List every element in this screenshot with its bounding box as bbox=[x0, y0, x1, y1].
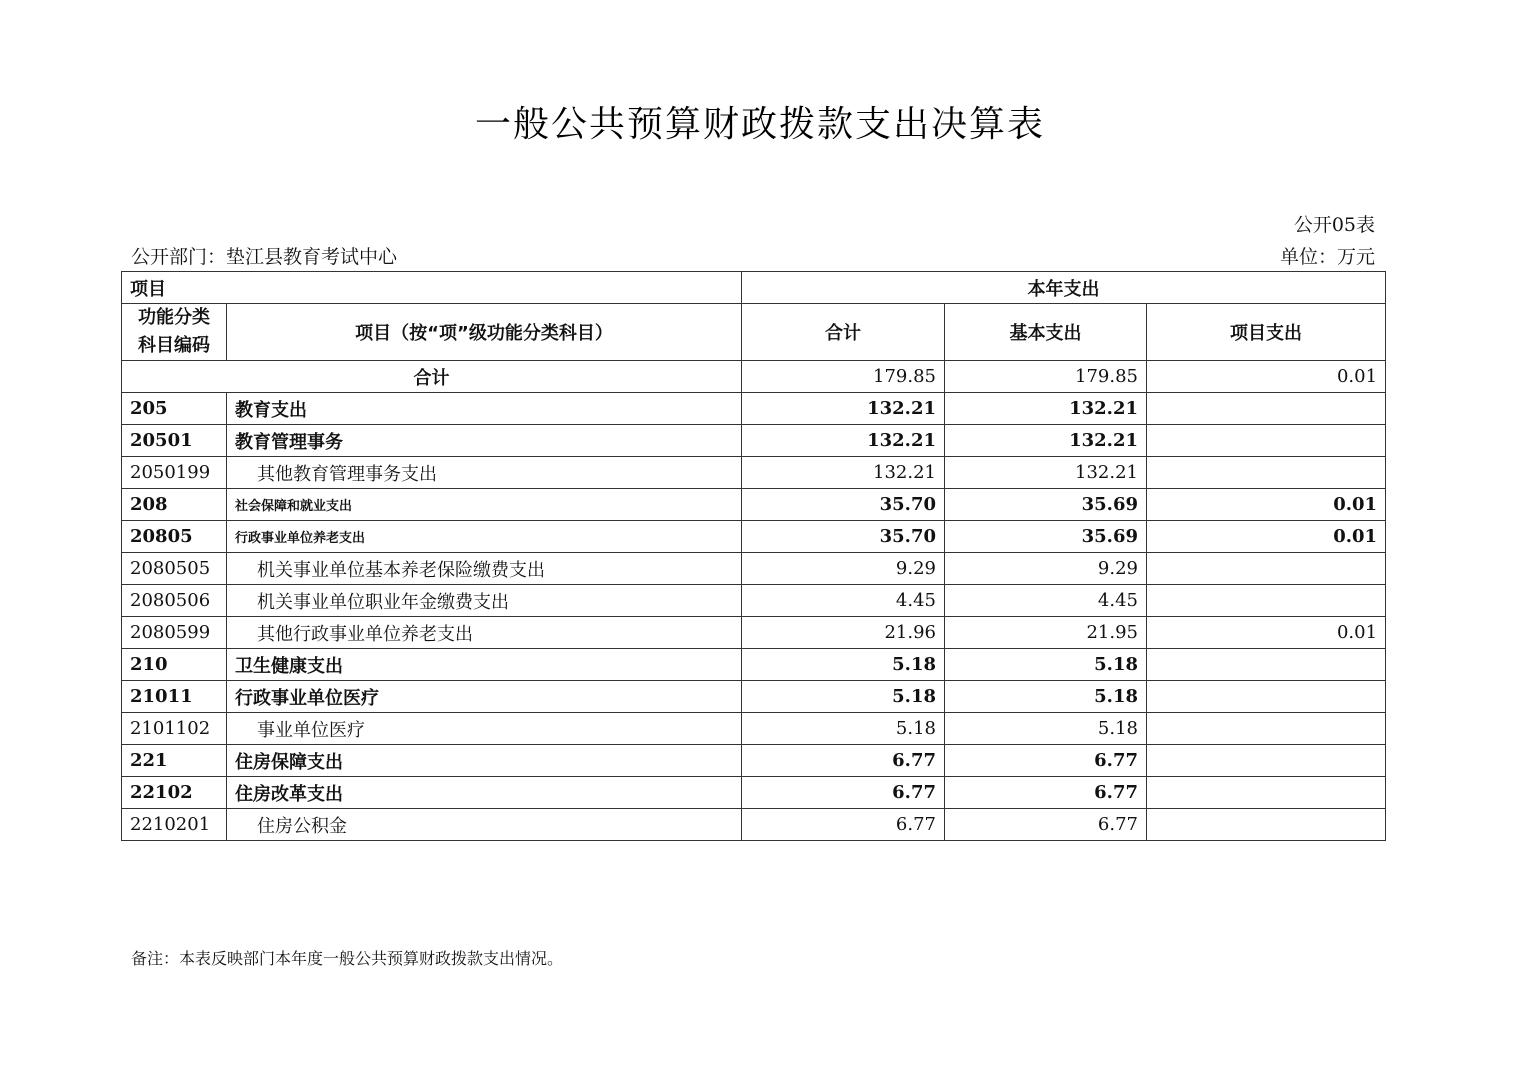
total-label: 合计 bbox=[122, 361, 742, 393]
row-basic: 21.95 bbox=[945, 617, 1147, 649]
table-row bbox=[122, 553, 1386, 585]
table-row bbox=[122, 457, 1386, 489]
row-total: 132.21 bbox=[742, 425, 945, 457]
row-project: 0.01 bbox=[1147, 521, 1386, 553]
row-total: 35.70 bbox=[742, 489, 945, 521]
row-code: 2101102 bbox=[122, 713, 227, 745]
row-code: 221 bbox=[122, 745, 227, 777]
row-name: 教育支出 bbox=[227, 393, 742, 425]
row-code: 210 bbox=[122, 649, 227, 681]
row-project bbox=[1147, 745, 1386, 777]
header-this-year: 本年支出 bbox=[742, 272, 1386, 304]
table-row bbox=[122, 489, 1386, 521]
header-project: 项目 bbox=[122, 272, 742, 304]
row-project bbox=[1147, 713, 1386, 745]
row-name: 行政事业单位养老支出 bbox=[227, 521, 742, 553]
row-project bbox=[1147, 553, 1386, 585]
row-code: 2050199 bbox=[122, 457, 227, 489]
row-basic: 6.77 bbox=[945, 777, 1147, 809]
row-basic: 132.21 bbox=[945, 425, 1147, 457]
header-basic: 基本支出 bbox=[945, 304, 1147, 361]
row-name: 行政事业单位医疗 bbox=[227, 681, 742, 713]
header-name: 项目（按“项”级功能分类科目） bbox=[227, 304, 742, 361]
row-code: 2210201 bbox=[122, 809, 227, 841]
row-total: 4.45 bbox=[742, 585, 945, 617]
row-code: 2080506 bbox=[122, 585, 227, 617]
row-basic: 5.18 bbox=[945, 681, 1147, 713]
table-row bbox=[122, 585, 1386, 617]
page-title: 一般公共预算财政拨款支出决算表 bbox=[474, 104, 1045, 145]
row-basic: 4.45 bbox=[945, 585, 1147, 617]
table-row bbox=[122, 617, 1386, 649]
table-row bbox=[122, 713, 1386, 745]
table-row bbox=[122, 393, 1386, 425]
header-total: 合计 bbox=[742, 304, 945, 361]
row-code: 22102 bbox=[122, 777, 227, 809]
row-total: 5.18 bbox=[742, 681, 945, 713]
row-total: 5.18 bbox=[742, 649, 945, 681]
table-row bbox=[122, 649, 1386, 681]
row-basic: 35.69 bbox=[945, 521, 1147, 553]
header-row-2 bbox=[122, 304, 1386, 361]
header-project-expense: 项目支出 bbox=[1147, 304, 1386, 361]
total-row bbox=[122, 361, 1386, 393]
row-basic: 6.77 bbox=[945, 745, 1147, 777]
row-name: 教育管理事务 bbox=[227, 425, 742, 457]
total-sum: 179.85 bbox=[742, 361, 945, 393]
row-project bbox=[1147, 649, 1386, 681]
row-code: 208 bbox=[122, 489, 227, 521]
row-name: 住房改革支出 bbox=[227, 777, 742, 809]
row-project: 0.01 bbox=[1147, 617, 1386, 649]
table-number: 公开05表 bbox=[1293, 214, 1375, 236]
row-name: 机关事业单位基本养老保险缴费支出 bbox=[227, 553, 742, 585]
row-project bbox=[1147, 777, 1386, 809]
row-basic: 132.21 bbox=[945, 393, 1147, 425]
table-row bbox=[122, 681, 1386, 713]
row-project bbox=[1147, 809, 1386, 841]
row-basic: 35.69 bbox=[945, 489, 1147, 521]
row-project bbox=[1147, 393, 1386, 425]
row-project bbox=[1147, 457, 1386, 489]
row-total: 35.70 bbox=[742, 521, 945, 553]
row-name: 机关事业单位职业年金缴费支出 bbox=[227, 585, 742, 617]
total-basic: 179.85 bbox=[945, 361, 1147, 393]
row-basic: 9.29 bbox=[945, 553, 1147, 585]
row-basic: 5.18 bbox=[945, 649, 1147, 681]
expenditure-table bbox=[121, 271, 1386, 841]
header-row-1 bbox=[122, 272, 1386, 304]
row-name: 其他行政事业单位养老支出 bbox=[227, 617, 742, 649]
row-total: 132.21 bbox=[742, 393, 945, 425]
header-code: 功能分类科目编码 bbox=[122, 304, 227, 361]
department-label: 公开部门：垫江县教育考试中心 bbox=[131, 246, 398, 268]
row-basic: 5.18 bbox=[945, 713, 1147, 745]
table-row bbox=[122, 809, 1386, 841]
row-code: 21011 bbox=[122, 681, 227, 713]
table-row bbox=[122, 521, 1386, 553]
row-total: 5.18 bbox=[742, 713, 945, 745]
table-row bbox=[122, 745, 1386, 777]
row-code: 20501 bbox=[122, 425, 227, 457]
row-code: 20805 bbox=[122, 521, 227, 553]
row-total: 9.29 bbox=[742, 553, 945, 585]
row-total: 6.77 bbox=[742, 777, 945, 809]
row-project bbox=[1147, 681, 1386, 713]
row-name: 卫生健康支出 bbox=[227, 649, 742, 681]
table-row bbox=[122, 777, 1386, 809]
row-project bbox=[1147, 585, 1386, 617]
row-name: 事业单位医疗 bbox=[227, 713, 742, 745]
row-name: 住房公积金 bbox=[227, 809, 742, 841]
table-row bbox=[122, 425, 1386, 457]
row-name: 住房保障支出 bbox=[227, 745, 742, 777]
row-project: 0.01 bbox=[1147, 489, 1386, 521]
row-total: 21.96 bbox=[742, 617, 945, 649]
row-total: 6.77 bbox=[742, 809, 945, 841]
row-name: 社会保障和就业支出 bbox=[227, 489, 742, 521]
unit-label: 单位：万元 bbox=[1279, 246, 1375, 268]
footnote: 备注：本表反映部门本年度一般公共预算财政拨款支出情况。 bbox=[131, 949, 564, 968]
row-code: 2080505 bbox=[122, 553, 227, 585]
row-total: 132.21 bbox=[742, 457, 945, 489]
row-basic: 6.77 bbox=[945, 809, 1147, 841]
row-name: 其他教育管理事务支出 bbox=[227, 457, 742, 489]
row-basic: 132.21 bbox=[945, 457, 1147, 489]
row-total: 6.77 bbox=[742, 745, 945, 777]
total-project: 0.01 bbox=[1147, 361, 1386, 393]
row-code: 205 bbox=[122, 393, 227, 425]
row-project bbox=[1147, 425, 1386, 457]
row-code: 2080599 bbox=[122, 617, 227, 649]
